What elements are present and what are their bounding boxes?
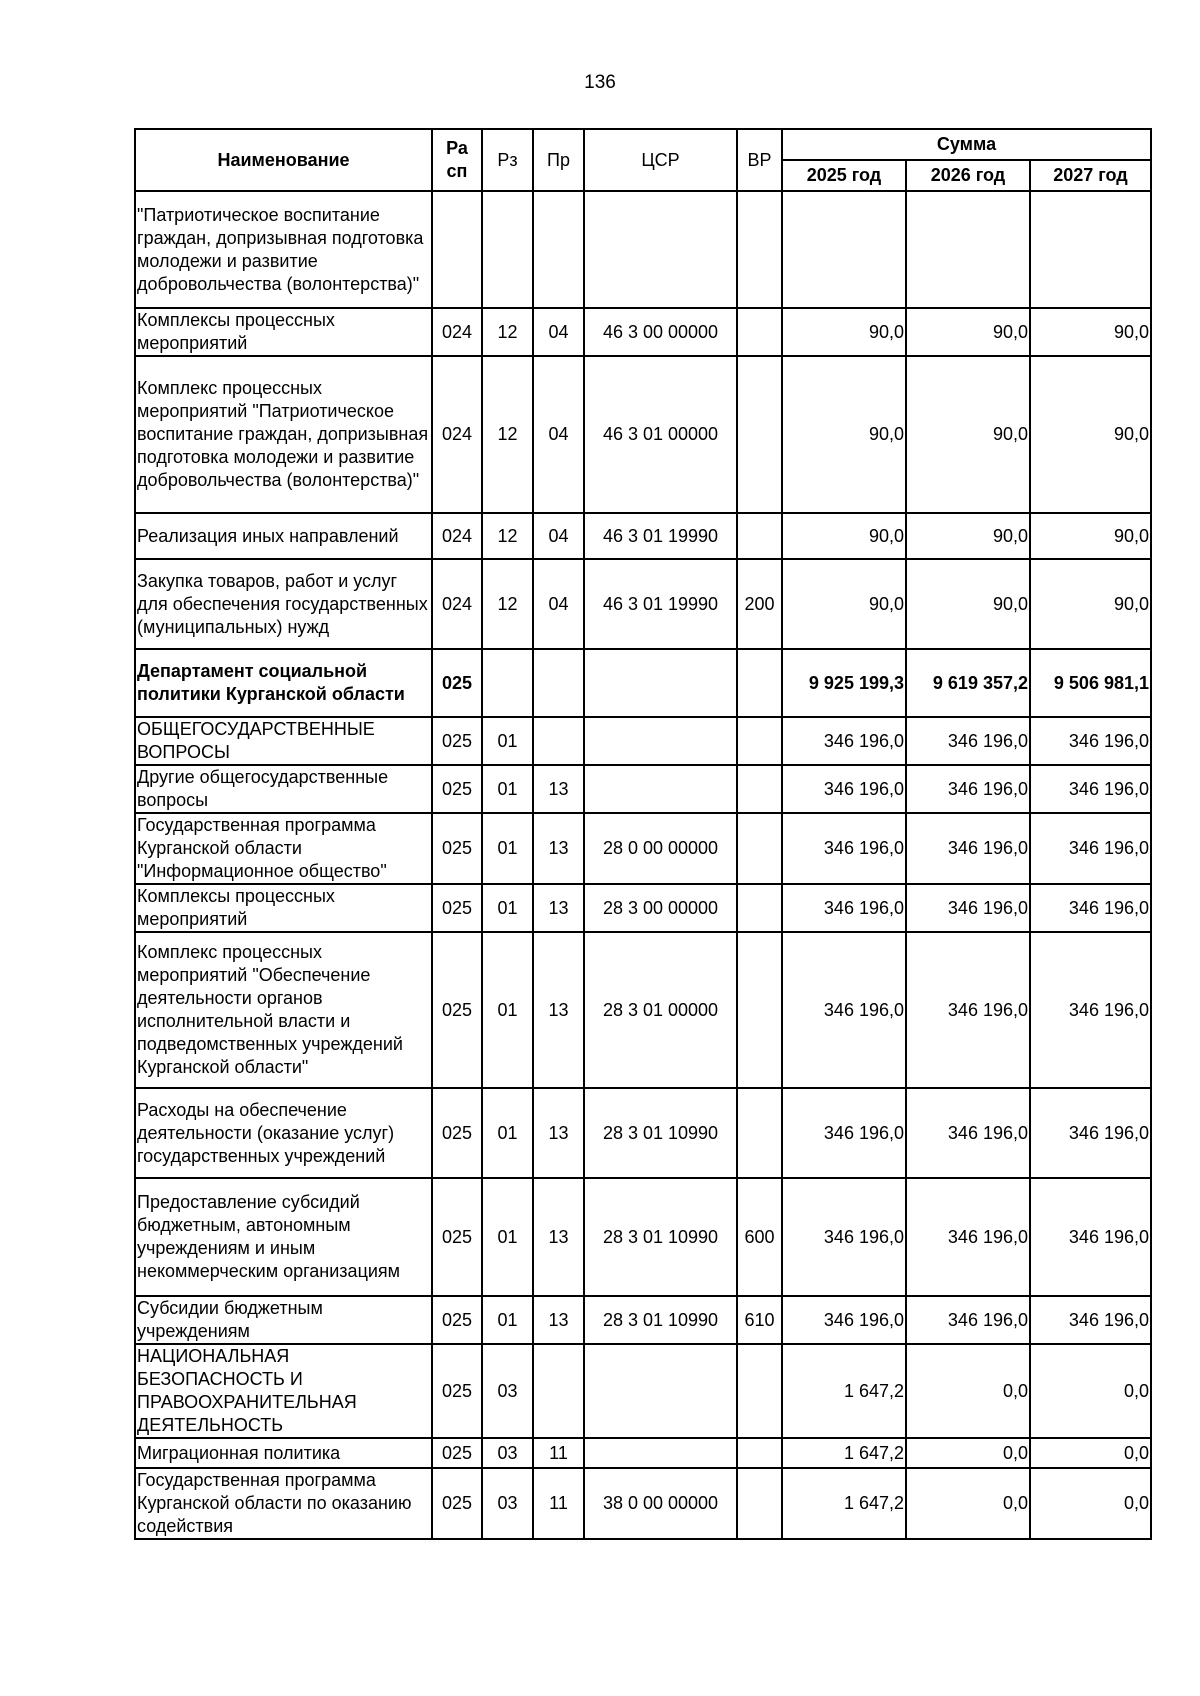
amount-2026-cell: 346 196,0 (906, 884, 1030, 932)
csr-cell: 46 3 01 19990 (584, 559, 737, 649)
rasp-cell (432, 191, 482, 308)
vr-cell (737, 717, 782, 765)
amount-2025-cell: 346 196,0 (782, 1178, 906, 1296)
budget-table (134, 128, 1152, 1540)
amount-2027-cell: 346 196,0 (1030, 765, 1151, 813)
header-rasp-line2: сп (446, 161, 468, 181)
amount-2026-cell: 346 196,0 (906, 1088, 1030, 1178)
vr-cell (737, 932, 782, 1088)
amount-2027-cell: 346 196,0 (1030, 1296, 1151, 1344)
csr-cell: 28 3 01 10990 (584, 1088, 737, 1178)
amount-2025-cell: 346 196,0 (782, 1296, 906, 1344)
header-2026: 2026 год (906, 160, 1030, 191)
pr-cell: 13 (533, 932, 584, 1088)
amount-2027-cell: 90,0 (1030, 559, 1151, 649)
amount-2027-cell: 346 196,0 (1030, 717, 1151, 765)
amount-2027-cell: 9 506 981,1 (1030, 649, 1151, 717)
amount-2025-cell: 346 196,0 (782, 884, 906, 932)
name-cell: Расходы на обеспечение деятельности (оказание услуг) государственных учреждений (135, 1088, 432, 1178)
vr-cell: 200 (737, 559, 782, 649)
amount-2025-cell: 90,0 (782, 356, 906, 513)
amount-2027-cell: 90,0 (1030, 513, 1151, 559)
table-row (135, 1178, 1151, 1296)
csr-cell (584, 191, 737, 308)
amount-2026-cell: 90,0 (906, 356, 1030, 513)
amount-2026-cell (906, 191, 1030, 308)
rasp-cell: 025 (432, 1296, 482, 1344)
header-name: Наименование (135, 129, 432, 191)
table-row (135, 1438, 1151, 1468)
rz-cell (482, 649, 533, 717)
rasp-cell: 025 (432, 1344, 482, 1438)
header-rasp (432, 129, 482, 191)
amount-2027-cell: 346 196,0 (1030, 932, 1151, 1088)
rz-cell: 01 (482, 1296, 533, 1344)
csr-cell (584, 717, 737, 765)
name-cell: Предоставление субсидий бюджетным, автономным учреждениям и иным некоммерческим организациям (135, 1178, 432, 1296)
amount-2027-cell: 346 196,0 (1030, 1088, 1151, 1178)
rasp-cell: 025 (432, 813, 482, 884)
amount-2025-cell (782, 191, 906, 308)
amount-2026-cell: 0,0 (906, 1438, 1030, 1468)
name-cell: Миграционная политика (135, 1438, 432, 1468)
csr-cell (584, 1344, 737, 1438)
amount-2026-cell: 346 196,0 (906, 813, 1030, 884)
rz-cell: 01 (482, 717, 533, 765)
rasp-cell: 024 (432, 559, 482, 649)
rz-cell: 12 (482, 559, 533, 649)
csr-cell: 28 3 01 10990 (584, 1178, 737, 1296)
amount-2027-cell: 346 196,0 (1030, 884, 1151, 932)
header-pr: Пр (533, 129, 584, 191)
rasp-cell: 025 (432, 1438, 482, 1468)
pr-cell (533, 191, 584, 308)
vr-cell (737, 1438, 782, 1468)
vr-cell (737, 356, 782, 513)
name-cell: Департамент социальной политики Курганской области (135, 649, 432, 717)
name-cell: Реализация иных направлений (135, 513, 432, 559)
table-row (135, 559, 1151, 649)
amount-2027-cell (1030, 191, 1151, 308)
name-cell: Комплекс процессных мероприятий "Обеспечение деятельности органов исполнительной власти и подведомственных учреждений Курганской области" (135, 932, 432, 1088)
vr-cell (737, 308, 782, 356)
amount-2025-cell: 346 196,0 (782, 813, 906, 884)
table-row (135, 308, 1151, 356)
vr-cell (737, 765, 782, 813)
pr-cell: 04 (533, 513, 584, 559)
name-cell: ОБЩЕГОСУДАРСТВЕННЫЕ ВОПРОСЫ (135, 717, 432, 765)
vr-cell (737, 513, 782, 559)
amount-2027-cell: 0,0 (1030, 1344, 1151, 1438)
pr-cell (533, 649, 584, 717)
rz-cell: 01 (482, 813, 533, 884)
table-row (135, 1344, 1151, 1438)
amount-2026-cell: 346 196,0 (906, 932, 1030, 1088)
rz-cell: 01 (482, 932, 533, 1088)
pr-cell: 13 (533, 1178, 584, 1296)
amount-2027-cell: 0,0 (1030, 1438, 1151, 1468)
vr-cell (737, 1468, 782, 1539)
table-row (135, 1296, 1151, 1344)
header-vr: ВР (737, 129, 782, 191)
amount-2026-cell: 0,0 (906, 1344, 1030, 1438)
name-cell: Закупка товаров, работ и услуг для обеспечения государственных (муниципальных) нужд (135, 559, 432, 649)
rz-cell: 12 (482, 513, 533, 559)
vr-cell (737, 191, 782, 308)
amount-2025-cell: 90,0 (782, 559, 906, 649)
csr-cell (584, 649, 737, 717)
csr-cell (584, 1438, 737, 1468)
pr-cell (533, 1344, 584, 1438)
amount-2026-cell: 90,0 (906, 308, 1030, 356)
rasp-cell: 024 (432, 308, 482, 356)
csr-cell: 46 3 00 00000 (584, 308, 737, 356)
pr-cell: 13 (533, 765, 584, 813)
table-row (135, 813, 1151, 884)
table-row (135, 191, 1151, 308)
table-row (135, 356, 1151, 513)
table-row (135, 884, 1151, 932)
rz-cell: 01 (482, 1178, 533, 1296)
table-header (135, 129, 1151, 191)
rz-cell: 03 (482, 1468, 533, 1539)
amount-2025-cell: 90,0 (782, 308, 906, 356)
amount-2026-cell: 346 196,0 (906, 765, 1030, 813)
amount-2026-cell: 346 196,0 (906, 1296, 1030, 1344)
amount-2027-cell: 90,0 (1030, 356, 1151, 513)
rasp-cell: 024 (432, 513, 482, 559)
csr-cell: 38 0 00 00000 (584, 1468, 737, 1539)
amount-2027-cell: 346 196,0 (1030, 813, 1151, 884)
amount-2025-cell: 346 196,0 (782, 717, 906, 765)
table-row (135, 1468, 1151, 1539)
csr-cell (584, 765, 737, 813)
rasp-cell: 025 (432, 1088, 482, 1178)
pr-cell: 13 (533, 884, 584, 932)
pr-cell: 13 (533, 813, 584, 884)
rz-cell: 03 (482, 1344, 533, 1438)
rasp-cell: 025 (432, 1178, 482, 1296)
amount-2026-cell: 346 196,0 (906, 717, 1030, 765)
pr-cell: 04 (533, 559, 584, 649)
header-2025: 2025 год (782, 160, 906, 191)
rz-cell: 03 (482, 1438, 533, 1468)
rz-cell: 12 (482, 356, 533, 513)
amount-2026-cell: 0,0 (906, 1468, 1030, 1539)
csr-cell: 46 3 01 00000 (584, 356, 737, 513)
vr-cell: 600 (737, 1178, 782, 1296)
table-row (135, 1088, 1151, 1178)
pr-cell: 13 (533, 1088, 584, 1178)
name-cell: Государственная программа Курганской области по оказанию содействия (135, 1468, 432, 1539)
name-cell: НАЦИОНАЛЬНАЯ БЕЗОПАСНОСТЬ И ПРАВООХРАНИТЕЛЬНАЯ ДЕЯТЕЛЬНОСТЬ (135, 1344, 432, 1438)
amount-2025-cell: 346 196,0 (782, 932, 906, 1088)
vr-cell (737, 884, 782, 932)
table-row (135, 932, 1151, 1088)
amount-2026-cell: 90,0 (906, 559, 1030, 649)
csr-cell: 28 3 01 10990 (584, 1296, 737, 1344)
name-cell: Субсидии бюджетным учреждениям (135, 1296, 432, 1344)
csr-cell: 28 3 00 00000 (584, 884, 737, 932)
amount-2027-cell: 90,0 (1030, 308, 1151, 356)
vr-cell (737, 1344, 782, 1438)
name-cell: Комплексы процессных мероприятий (135, 884, 432, 932)
amount-2025-cell: 1 647,2 (782, 1468, 906, 1539)
amount-2025-cell: 346 196,0 (782, 765, 906, 813)
rasp-cell: 025 (432, 884, 482, 932)
rasp-cell: 024 (432, 356, 482, 513)
rz-cell (482, 191, 533, 308)
name-cell: Другие общегосударственные вопросы (135, 765, 432, 813)
amount-2026-cell: 90,0 (906, 513, 1030, 559)
amount-2025-cell: 346 196,0 (782, 1088, 906, 1178)
name-cell: Комплексы процессных мероприятий (135, 308, 432, 356)
csr-cell: 28 3 01 00000 (584, 932, 737, 1088)
rasp-cell: 025 (432, 932, 482, 1088)
rz-cell: 01 (482, 765, 533, 813)
rasp-cell: 025 (432, 649, 482, 717)
header-rasp-line1: Ра (446, 138, 468, 158)
header-csr: ЦСР (584, 129, 737, 191)
header-2027: 2027 год (1030, 160, 1151, 191)
name-cell: Государственная программа Курганской области "Информационное общество" (135, 813, 432, 884)
table-row (135, 513, 1151, 559)
table-row (135, 649, 1151, 717)
rasp-cell: 025 (432, 717, 482, 765)
rz-cell: 01 (482, 1088, 533, 1178)
name-cell: Комплекс процессных мероприятий "Патриотическое воспитание граждан, допризывная подготовка молодежи и развитие добровольчества (волонтерства)" (135, 356, 432, 513)
pr-cell: 04 (533, 356, 584, 513)
table-body (135, 191, 1151, 1539)
rasp-cell: 025 (432, 765, 482, 813)
rz-cell: 12 (482, 308, 533, 356)
table-row (135, 765, 1151, 813)
amount-2025-cell: 90,0 (782, 513, 906, 559)
csr-cell: 46 3 01 19990 (584, 513, 737, 559)
csr-cell: 28 0 00 00000 (584, 813, 737, 884)
amount-2026-cell: 9 619 357,2 (906, 649, 1030, 717)
amount-2025-cell: 1 647,2 (782, 1438, 906, 1468)
vr-cell: 610 (737, 1296, 782, 1344)
pr-cell: 13 (533, 1296, 584, 1344)
vr-cell (737, 649, 782, 717)
amount-2025-cell: 9 925 199,3 (782, 649, 906, 717)
amount-2026-cell: 346 196,0 (906, 1178, 1030, 1296)
rasp-cell: 025 (432, 1468, 482, 1539)
rz-cell: 01 (482, 884, 533, 932)
amount-2025-cell: 1 647,2 (782, 1344, 906, 1438)
vr-cell (737, 813, 782, 884)
pr-cell: 04 (533, 308, 584, 356)
pr-cell (533, 717, 584, 765)
amount-2027-cell: 0,0 (1030, 1468, 1151, 1539)
name-cell: "Патриотическое воспитание граждан, допризывная подготовка молодежи и развитие добровольчества (волонтерства)" (135, 191, 432, 308)
header-sum: Сумма (782, 129, 1151, 160)
amount-2027-cell: 346 196,0 (1030, 1178, 1151, 1296)
vr-cell (737, 1088, 782, 1178)
page-number: 136 (584, 72, 616, 93)
header-rz: Рз (482, 129, 533, 191)
pr-cell: 11 (533, 1468, 584, 1539)
table-row (135, 717, 1151, 765)
pr-cell: 11 (533, 1438, 584, 1468)
